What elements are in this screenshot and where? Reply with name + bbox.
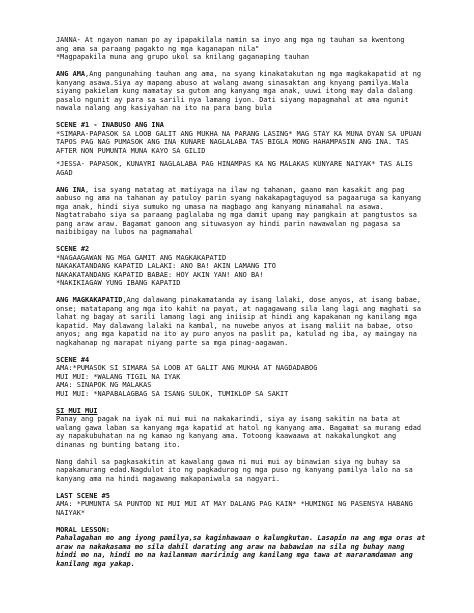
last-scene-line: AMA: *PUMUNTA SA PUNTOD NI MUI MUI AT MAY DALANG PAG KAIN* *HUMINGI NG PASENSYA HABANG NAIYAK* [56, 500, 417, 517]
scene1-line: *SIMARA-PAPASOK SA LOOB GALIT ANG MUKHA NA PARANG LASING* MAG STAY KA MUNA DYAN SA UPUAN TAPOS PAG NAG PUMASOK ANG INA KUNARE NAGLALABA TAS BIGLA MONG HAHAMPASIN ANG INA. TAS AFTER NON PUMUNTA MUNA KAYO SA GILID [56, 129, 426, 155]
magkakapatid-text: ,Ang dalawang pinakamatanda ay isang lalaki, dose anyos, at isang babae, onse; matatapang ang mga ito kahit na payat, at nagagawang sila lang lagi ang maghati sa lahat ng bagay at sarili lamang lagi ang iniisip at hindi ang kapakanan ng kanilang mga kapatid. May dalawang lalaki na kambal, na nuwebe anyos at isang maliit na babae, otso anyos; ang mga kapatid na ito ay puro anyos na paslit pa, katulad ng iba, ay maingay na nagkahanap ng marapat niyang parte sa mga pinag-aagawan. [56, 296, 422, 347]
scene2-line: *NAGAAGAWAN NG MGA GAMIT ANG MAGKAKAPATID [56, 253, 227, 262]
scene2-line: NAKAKATANDANG KAPATID LALAKI: ANO BA! AKIN LAMANG ITO [56, 262, 276, 270]
scene4-line: AMA: SINAPOK NG MALAKAS [56, 381, 152, 389]
scene4-block [56, 356, 428, 399]
muimui-block [56, 407, 428, 484]
ama-text: ,Ang pangunahing tauhan ang ama, na syang kinakatakutan ng mga magkakapatid at ng kanyang asawa.Siya ay mapang abuso at walang awang sinasaktan ang knyang pamilya.Wala siyang pakielam kung mamatay sa gutom ang kanyang mga anak, uuwi itong may dala dalang pasalo ngunit ay para sa sarili nya lamang iyon. Dati siyang mapagmahal at ama ngunit nawala nalang ang kasiyahan na ito na para bang bula [56, 70, 422, 112]
intro-line: ang ama sa paraang pagakto ng mga kaganapan nila" [56, 44, 260, 53]
muimui-heading: SI MUI MUI [56, 406, 98, 415]
last-scene-block [56, 492, 428, 518]
moral-heading: MORAL LESSON: [56, 525, 110, 534]
muimui-paragraph: Panay ang pagak na iyak ni mui mui na nakakarindi, siya ay isang sakitin na bata at walang gawa laban sa kanyang mga kapatid at hatol ng kanyang ama. Bagamat sa murang edad ay napakubuhatan na ng kamao ng kanyang ama. Totoong kaawaawa at nakakalungkot ang dinanas ng bunting batang ito. [56, 415, 422, 449]
scene4-line: AMA:*PUMASOK SI SIMARA SA LOOB AT GALIT ANG MUKHA AT NAGDADABOG [56, 364, 318, 372]
scene2-line: *NAKIKIAGAW YUNG IBANG KAPATID [56, 279, 181, 287]
moral-block [56, 526, 428, 569]
ina-paragraph [56, 186, 428, 237]
scene1-line: *JESSA- PAPASOK, KUNAYRI NAGLALABA PAG HINAMPAS KA NG MALAKAS KUNYARE NAIYAK* TAS ALIS AGAD [56, 160, 417, 177]
ama-paragraph [56, 70, 428, 113]
scene4-line: MUI MUI: *NAPABALAGBAG SA ISANG SULOK, TUMIKLOP SA SAKIT [56, 389, 289, 398]
scene1-title: SCENE #1 - INABUSO ANG INA [56, 121, 164, 129]
magkakapatid-paragraph [56, 296, 428, 347]
scene2-line: NAKAKATANDANG KAPATID BABAE: HOY AKIN YAN! ANO BA! [56, 270, 264, 279]
scene2-title: SCENE #2 [56, 245, 90, 253]
scene2-block [56, 245, 428, 288]
ina-label: ANG INA [56, 185, 86, 194]
scene4-title: SCENE #4 [56, 355, 90, 364]
ama-label: ANG AMA [56, 70, 86, 78]
intro-line: JANNA- At ngayon naman po ay ipapakilala namin sa inyo ang mga ng tauhan sa kwentong [56, 36, 405, 44]
intro-block [56, 36, 428, 62]
scene1-block [56, 121, 428, 177]
moral-text: Pahalagahan mo ang iyong pamilya,sa kaginhawaan o kalungkutan. Lasapin na ang mga oras at araw na nakakasama mo sila dahil darating ang araw na babawian na sila ng buhay nang hindi mo na, hindi mo na kailanman maririnig ang kanilang mga tawa at mararamdaman ang kanilang mga yakap. [56, 534, 426, 568]
intro-line: *Magpapakila muna ang grupo ukol sa knilang gaganaping tauhan [56, 53, 310, 61]
magkakapatid-label: ANG MAGKAKAPATID [56, 296, 123, 304]
last-scene-title: LAST SCENE #5 [56, 491, 110, 500]
muimui-paragraph: Nang dahil sa pagkasakitin at kawalang gawa ni mui mui ay binawian siya ng buhay sa napakamurang edad.Nagdulot ito ng pagkadurog ng mga puso ng kanyang pamilya lalo na sa kanyang ama na hindi magawang makapaniwala sa nagyari. [56, 457, 413, 483]
scene4-line: MUI MUI: *WALANG TIGIL NA IYAK [56, 372, 181, 381]
ina-text: , isa syang matatag at matiyaga na ilaw ng tahanan, gaano man kasakit ang pag aabuso ng ama na tahanan ay patuloy parin syang nakakapagtaguyod sa pagaaruga sa kanyang mga anak, hindi siya sumuko ng umasa na magbago ang kanyang minamahal na asawa. Nagtatrabaho siya sa paraang paglalaba ng mga damit upang may pangkain at pangtustos sa pang araw araw. Bagamat ganoon ang situwasyon ay hindi parin nawawalan ng pagasa sa maibibigay na lubos na pagmamahal [56, 185, 422, 236]
